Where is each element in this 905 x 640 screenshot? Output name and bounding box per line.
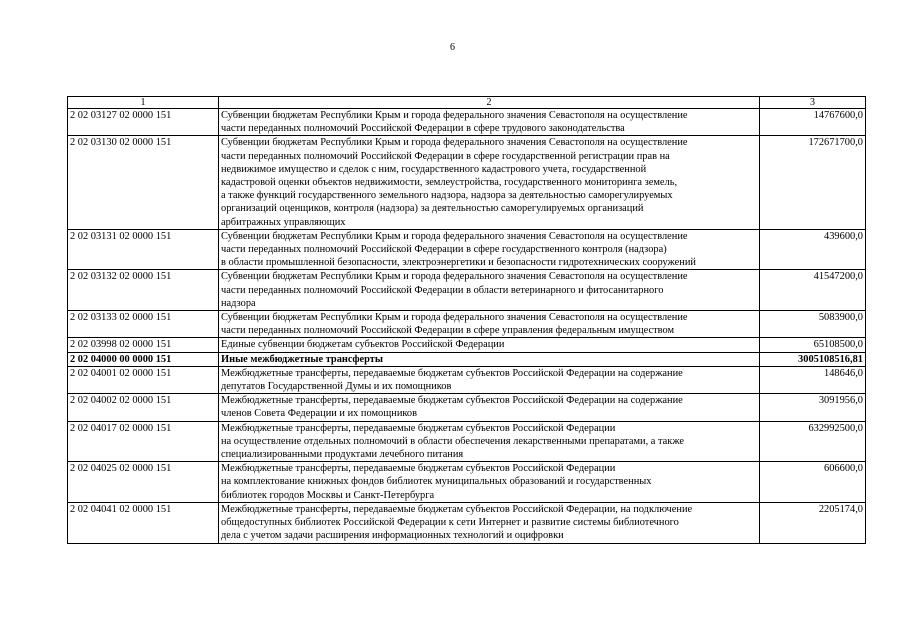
table-row	[68, 394, 866, 421]
table-row	[68, 270, 866, 311]
amount-cell: 3005108516,81	[760, 352, 866, 366]
description-cell: Субвенции бюджетам Республики Крым и города федерального значения Севастополя на осуществление части переданных полномочий Российской Федерации в сфере управления федеральным имуществом	[219, 311, 760, 338]
budget-code-cell: 2 02 04041 02 0000 151	[68, 502, 219, 543]
budget-code-cell: 2 02 03131 02 0000 151	[68, 229, 219, 270]
budget-code-cell: 2 02 03130 02 0000 151	[68, 136, 219, 229]
table-header-row	[68, 97, 866, 109]
column-header-amount: 3	[760, 97, 866, 109]
amount-cell: 172671700,0	[760, 136, 866, 229]
description-cell: Межбюджетные трансферты, передаваемые бюджетам субъектов Российской Федерации на комплектование книжных фондов библиотек муниципальных образований и государственных библиотек городов Москвы и Санкт-Петербурга	[219, 462, 760, 503]
budget-code-cell: 2 02 03133 02 0000 151	[68, 311, 219, 338]
column-header-description: 2	[219, 97, 760, 109]
budget-code-cell: 2 02 04025 02 0000 151	[68, 462, 219, 503]
amount-cell: 439600,0	[760, 229, 866, 270]
amount-cell: 5083900,0	[760, 311, 866, 338]
description-cell: Субвенции бюджетам Республики Крым и города федерального значения Севастополя на осуществление части переданных полномочий Российской Федерации в сфере государственного контроля (надзора) в области промышленной безопасности, электроэнергетики и безопасности гидротехнических сооружений	[219, 229, 760, 270]
budget-code-cell: 2 02 03127 02 0000 151	[68, 109, 219, 136]
description-cell: Межбюджетные трансферты, передаваемые бюджетам субъектов Российской Федерации, на подключение общедоступных библиотек Российской Федерации к сети Интернет и развитие системы библиотечного дела с учетом задачи расширения информационных технологий и оцифровки	[219, 502, 760, 543]
table-row	[68, 311, 866, 338]
table-row	[68, 366, 866, 393]
budget-table	[67, 96, 866, 544]
table-row-subtotal	[68, 352, 866, 366]
amount-cell: 41547200,0	[760, 270, 866, 311]
table-row	[68, 421, 866, 462]
table-row	[68, 229, 866, 270]
description-cell: Межбюджетные трансферты, передаваемые бюджетам субъектов Российской Федерации на содержание членов Совета Федерации и их помощников	[219, 394, 760, 421]
table-row	[68, 109, 866, 136]
table-row	[68, 136, 866, 229]
amount-cell: 2205174,0	[760, 502, 866, 543]
description-cell: Единые субвенции бюджетам субъектов Российской Федерации	[219, 338, 760, 352]
budget-code-cell: 2 02 04000 00 0000 151	[68, 352, 219, 366]
amount-cell: 632992500,0	[760, 421, 866, 462]
table-row	[68, 338, 866, 352]
description-cell: Субвенции бюджетам Республики Крым и города федерального значения Севастополя на осуществление части переданных полномочий Российской Федерации в области ветеринарного и фитосанитарного надзора	[219, 270, 760, 311]
amount-cell: 606600,0	[760, 462, 866, 503]
table-row	[68, 502, 866, 543]
budget-code-cell: 2 02 03998 02 0000 151	[68, 338, 219, 352]
page-number: 6	[450, 42, 455, 53]
budget-code-cell: 2 02 04017 02 0000 151	[68, 421, 219, 462]
budget-code-cell: 2 02 03132 02 0000 151	[68, 270, 219, 311]
table-row	[68, 462, 866, 503]
description-cell: Субвенции бюджетам Республики Крым и города федерального значения Севастополя на осуществление части переданных полномочий Российской Федерации в сфере трудового законодательства	[219, 109, 760, 136]
amount-cell: 148646,0	[760, 366, 866, 393]
amount-cell: 14767600,0	[760, 109, 866, 136]
budget-code-cell: 2 02 04001 02 0000 151	[68, 366, 219, 393]
amount-cell: 3091956,0	[760, 394, 866, 421]
description-cell: Межбюджетные трансферты, передаваемые бюджетам субъектов Российской Федерации на содержание депутатов Государственной Думы и их помощников	[219, 366, 760, 393]
description-cell: Субвенции бюджетам Республики Крым и города федерального значения Севастополя на осуществление части переданных полномочий Российской Федерации в сфере государственной регистрации прав на недвижимое имущество и сделок с ним, государственного кадастрового учета, государственной кадастровой оценки объектов недвижимости, землеустройства, государственного мониторинга земель, а также функций государственного земельного надзора, надзора за деятельностью саморегулируемых организаций оценщиков, контроля (надзора) за деятельностью саморегулируемых организаций арбитражных управляющих	[219, 136, 760, 229]
description-cell: Иные межбюджетные трансферты	[219, 352, 760, 366]
column-header-code: 1	[68, 97, 219, 109]
budget-code-cell: 2 02 04002 02 0000 151	[68, 394, 219, 421]
description-cell: Межбюджетные трансферты, передаваемые бюджетам субъектов Российской Федерации на осуществление отдельных полномочий в области обеспечения лекарственными препаратами, а также специализированными продуктами лечебного питания	[219, 421, 760, 462]
amount-cell: 65108500,0	[760, 338, 866, 352]
